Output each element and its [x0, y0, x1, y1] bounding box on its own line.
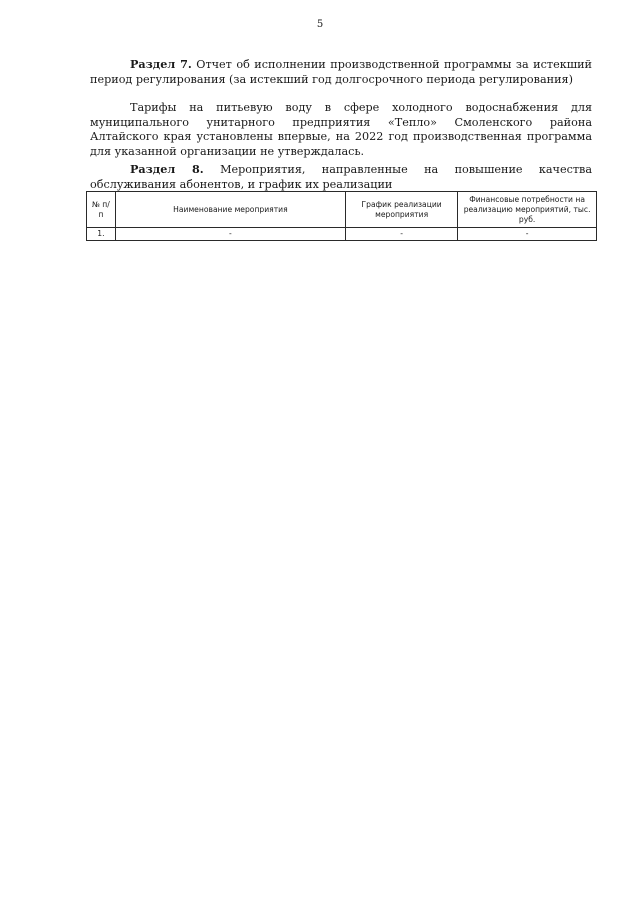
tariff-paragraph: Тарифы на питьевую воду в сфере холодного водоснабжения для муниципального унитарного предприятия «Тепло» Смоленского района Алтайского края установлены впервые, на 2022 год производственная программа для указанной организации не утверждалась.	[90, 101, 592, 158]
header-schedule: График реализации мероприятия	[346, 192, 458, 228]
cell-measure-name: -	[115, 228, 345, 241]
table-row	[87, 228, 597, 241]
section-8-heading	[90, 162, 592, 192]
section-8-label: Раздел 8.	[130, 162, 204, 176]
section-7-heading	[90, 57, 592, 87]
header-measure-name: Наименование мероприятия	[115, 192, 345, 228]
section-7-label: Раздел 7.	[130, 57, 192, 71]
section-8-text: Мероприятия, направленные на повышение качества обслуживания абонентов, и график их реализации	[90, 163, 593, 191]
header-financial-needs: Финансовые потребности на реализацию мероприятий, тыс. руб.	[458, 192, 597, 228]
section-7-text: Отчет об исполнении производственной программы за истекший период регулирования (за истекший год долгосрочного периода регулирования)	[90, 58, 593, 86]
measures-table	[86, 191, 597, 241]
cell-number: 1.	[87, 228, 116, 241]
cell-schedule: -	[346, 228, 458, 241]
table-header-row	[87, 192, 597, 228]
header-number: № п/п	[87, 192, 116, 228]
cell-financial-needs: -	[458, 228, 597, 241]
page-number: 5	[316, 19, 324, 30]
